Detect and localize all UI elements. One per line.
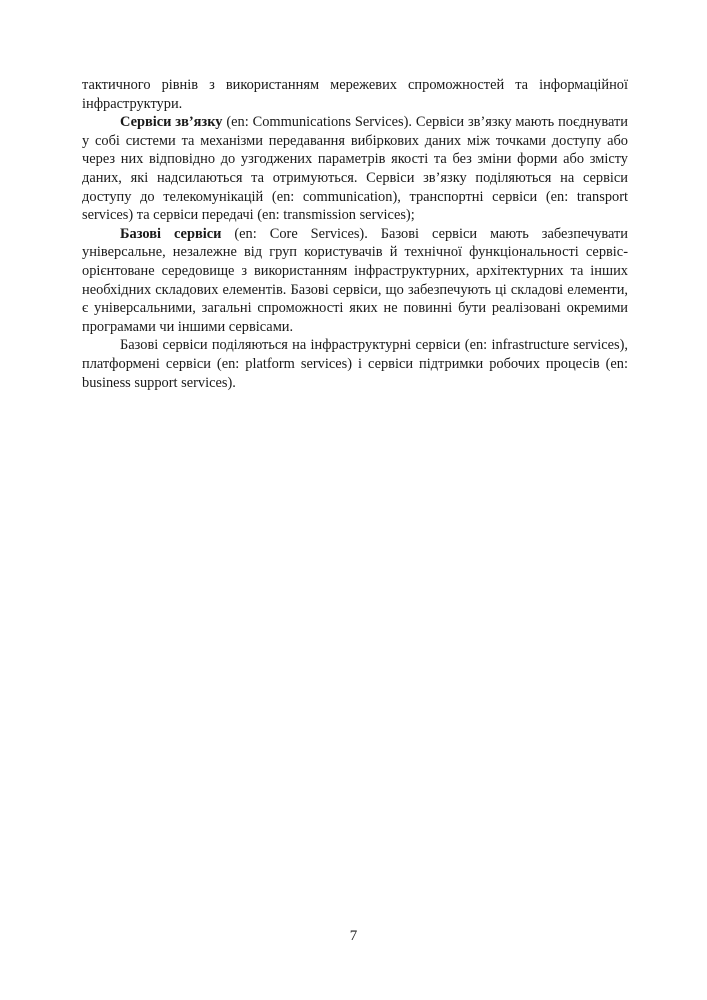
page-number: 7: [349, 928, 358, 944]
body-text: [82, 76, 628, 392]
paragraph-text: тактичного рівнів з використанням мережевих спроможностей та інформаційної інфраструктури.: [82, 77, 628, 112]
paragraph-text: Базові сервіси поділяються на інфраструктурні сервіси (en: infrastructure services), платформені сервіси (en: platform services) і сервіси підтримки робочих процесів (en: business support services).: [82, 337, 628, 391]
paragraph-core-services: [82, 225, 628, 337]
term-core-services: Базові сервіси: [120, 225, 222, 242]
paragraph-text: (en: Core Services). Базові сервіси мають забезпечувати універсальне, незалежне від груп користувачів й технічної функціональності сервіс-орієнтоване середовище з використанням інфраструктурних, архітектурних та інших необхідних складових елементів. Базові сервіси, що забезпечують ці складові елементи, є універсальними, загальні спроможності яких не повинні бути реалізовані окремими програмами чи іншими сервісами.: [82, 225, 629, 335]
paragraph-communications-services: [82, 113, 628, 225]
paragraph-text: (en: Communications Services). Сервіси зв’язку мають поєднувати у собі системи та механізми передавання вибіркових даних між точками доступу або через них відповідно до узгоджених параметрів якості та без зміни форми або змісту даних, які надсилаються та отримуються. Сервіси зв’язку поділяються на сервіси доступу до телекомунікацій (en: communication), транспортні сервіси (en: transport services) та сервіси передачі (en: transmission services);: [82, 114, 628, 224]
paragraph-continuation: [82, 76, 628, 113]
paragraph-core-services-division: [82, 336, 628, 392]
term-communications-services: Сервіси зв’язку: [120, 114, 223, 131]
